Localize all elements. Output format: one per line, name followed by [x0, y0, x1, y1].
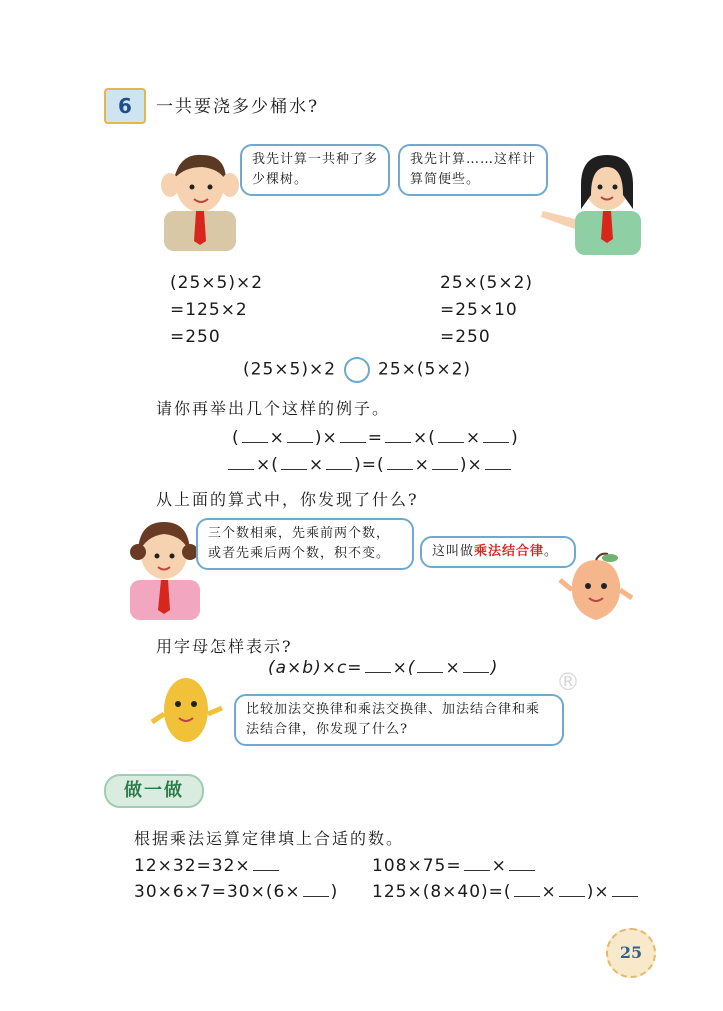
blank[interactable] — [242, 428, 268, 443]
calc-right-line: =250 — [440, 327, 491, 347]
blank[interactable] — [483, 428, 509, 443]
speech-bubble-girl: 我先计算……这样计算简便些。 — [398, 144, 548, 196]
blank[interactable] — [385, 428, 411, 443]
calc-left-column — [170, 270, 263, 351]
blank[interactable] — [387, 455, 413, 470]
calc-right-line: =25×10 — [440, 300, 518, 320]
practice-q4-text: 125×(8×40)=( — [372, 882, 512, 902]
example-row-2: ×( × )=( × )× — [226, 455, 513, 475]
peach-suffix: 。 — [544, 544, 559, 559]
speech-bubble-potato: 比较加法交换律和乘法交换律、加法结合律和乘法结合律，你发现了什么? — [234, 694, 564, 746]
problem-number-badge: 6 — [104, 88, 146, 124]
blank[interactable] — [417, 658, 443, 673]
letter-formula-lhs: (a×b)×c= — [268, 658, 363, 678]
blank[interactable] — [228, 455, 254, 470]
boy-illustration — [150, 145, 245, 255]
practice-q1 — [134, 856, 281, 876]
letters-prompt: 用字母怎样表示? — [156, 637, 293, 656]
compare-row — [243, 357, 471, 383]
calc-left-line: =250 — [170, 327, 221, 347]
speech-bubble-girl2: 三个数相乘，先乘前两个数，或者先乘后两个数，积不变。 — [196, 518, 414, 570]
letter-formula: (a×b)×c= ×( × ) — [268, 658, 499, 678]
blank[interactable] — [253, 856, 279, 871]
problem-question: 一共要浇多少桶水? — [156, 97, 320, 117]
blank[interactable] — [438, 428, 464, 443]
page-number: 25 — [606, 928, 656, 978]
speech-bubble-boy: 我先计算一共种了多少棵树。 — [240, 144, 390, 196]
blank[interactable] — [281, 455, 307, 470]
blank[interactable] — [365, 658, 391, 673]
compare-circle-blank[interactable] — [344, 357, 370, 383]
practice-instruction: 根据乘法运算定律填上合适的数。 — [134, 829, 405, 848]
calc-right-line: 25×(5×2) — [440, 273, 534, 293]
blank[interactable] — [340, 428, 366, 443]
calc-left-line: =125×2 — [170, 300, 248, 320]
blank[interactable] — [559, 882, 585, 897]
blank[interactable] — [514, 882, 540, 897]
blank[interactable] — [464, 856, 490, 871]
practice-q1-text: 12×32=32× — [134, 856, 251, 876]
compare-left: (25×5)×2 — [243, 359, 337, 380]
peach-prefix: 这叫做 — [432, 544, 475, 559]
blank[interactable] — [463, 658, 489, 673]
practice-q4: 125×(8×40)=( × )× — [372, 882, 640, 902]
speech-bubble-peach — [420, 536, 576, 568]
watermark-mark: ® — [556, 668, 580, 696]
blank[interactable] — [287, 428, 313, 443]
practice-q2-text: 108×75= — [372, 856, 462, 876]
calc-left-line: (25×5)×2 — [170, 273, 264, 293]
girl-illustration — [535, 145, 645, 260]
potato-character — [150, 670, 230, 750]
practice-q3: 30×6×7=30×(6× ) — [134, 882, 339, 902]
blank[interactable] — [612, 882, 638, 897]
blank[interactable] — [509, 856, 535, 871]
example-row-1: ( × )× = ×( × ) — [232, 428, 519, 448]
examples-prompt: 请你再举出几个这样的例子。 — [156, 399, 391, 418]
blank[interactable] — [432, 455, 458, 470]
discover-prompt: 从上面的算式中，你发现了什么? — [156, 490, 419, 509]
peach-character — [556, 550, 636, 630]
associative-law-term: 乘法结合律 — [474, 544, 545, 559]
blank[interactable] — [326, 455, 352, 470]
blank[interactable] — [485, 455, 511, 470]
practice-section-tag: 做一做 — [104, 774, 204, 808]
practice-q3-text: 30×6×7=30×(6× — [134, 882, 301, 902]
blank[interactable] — [303, 882, 329, 897]
practice-q2: 108×75= × — [372, 856, 537, 876]
compare-right: 25×(5×2) — [378, 359, 472, 380]
calc-right-column — [440, 270, 533, 351]
